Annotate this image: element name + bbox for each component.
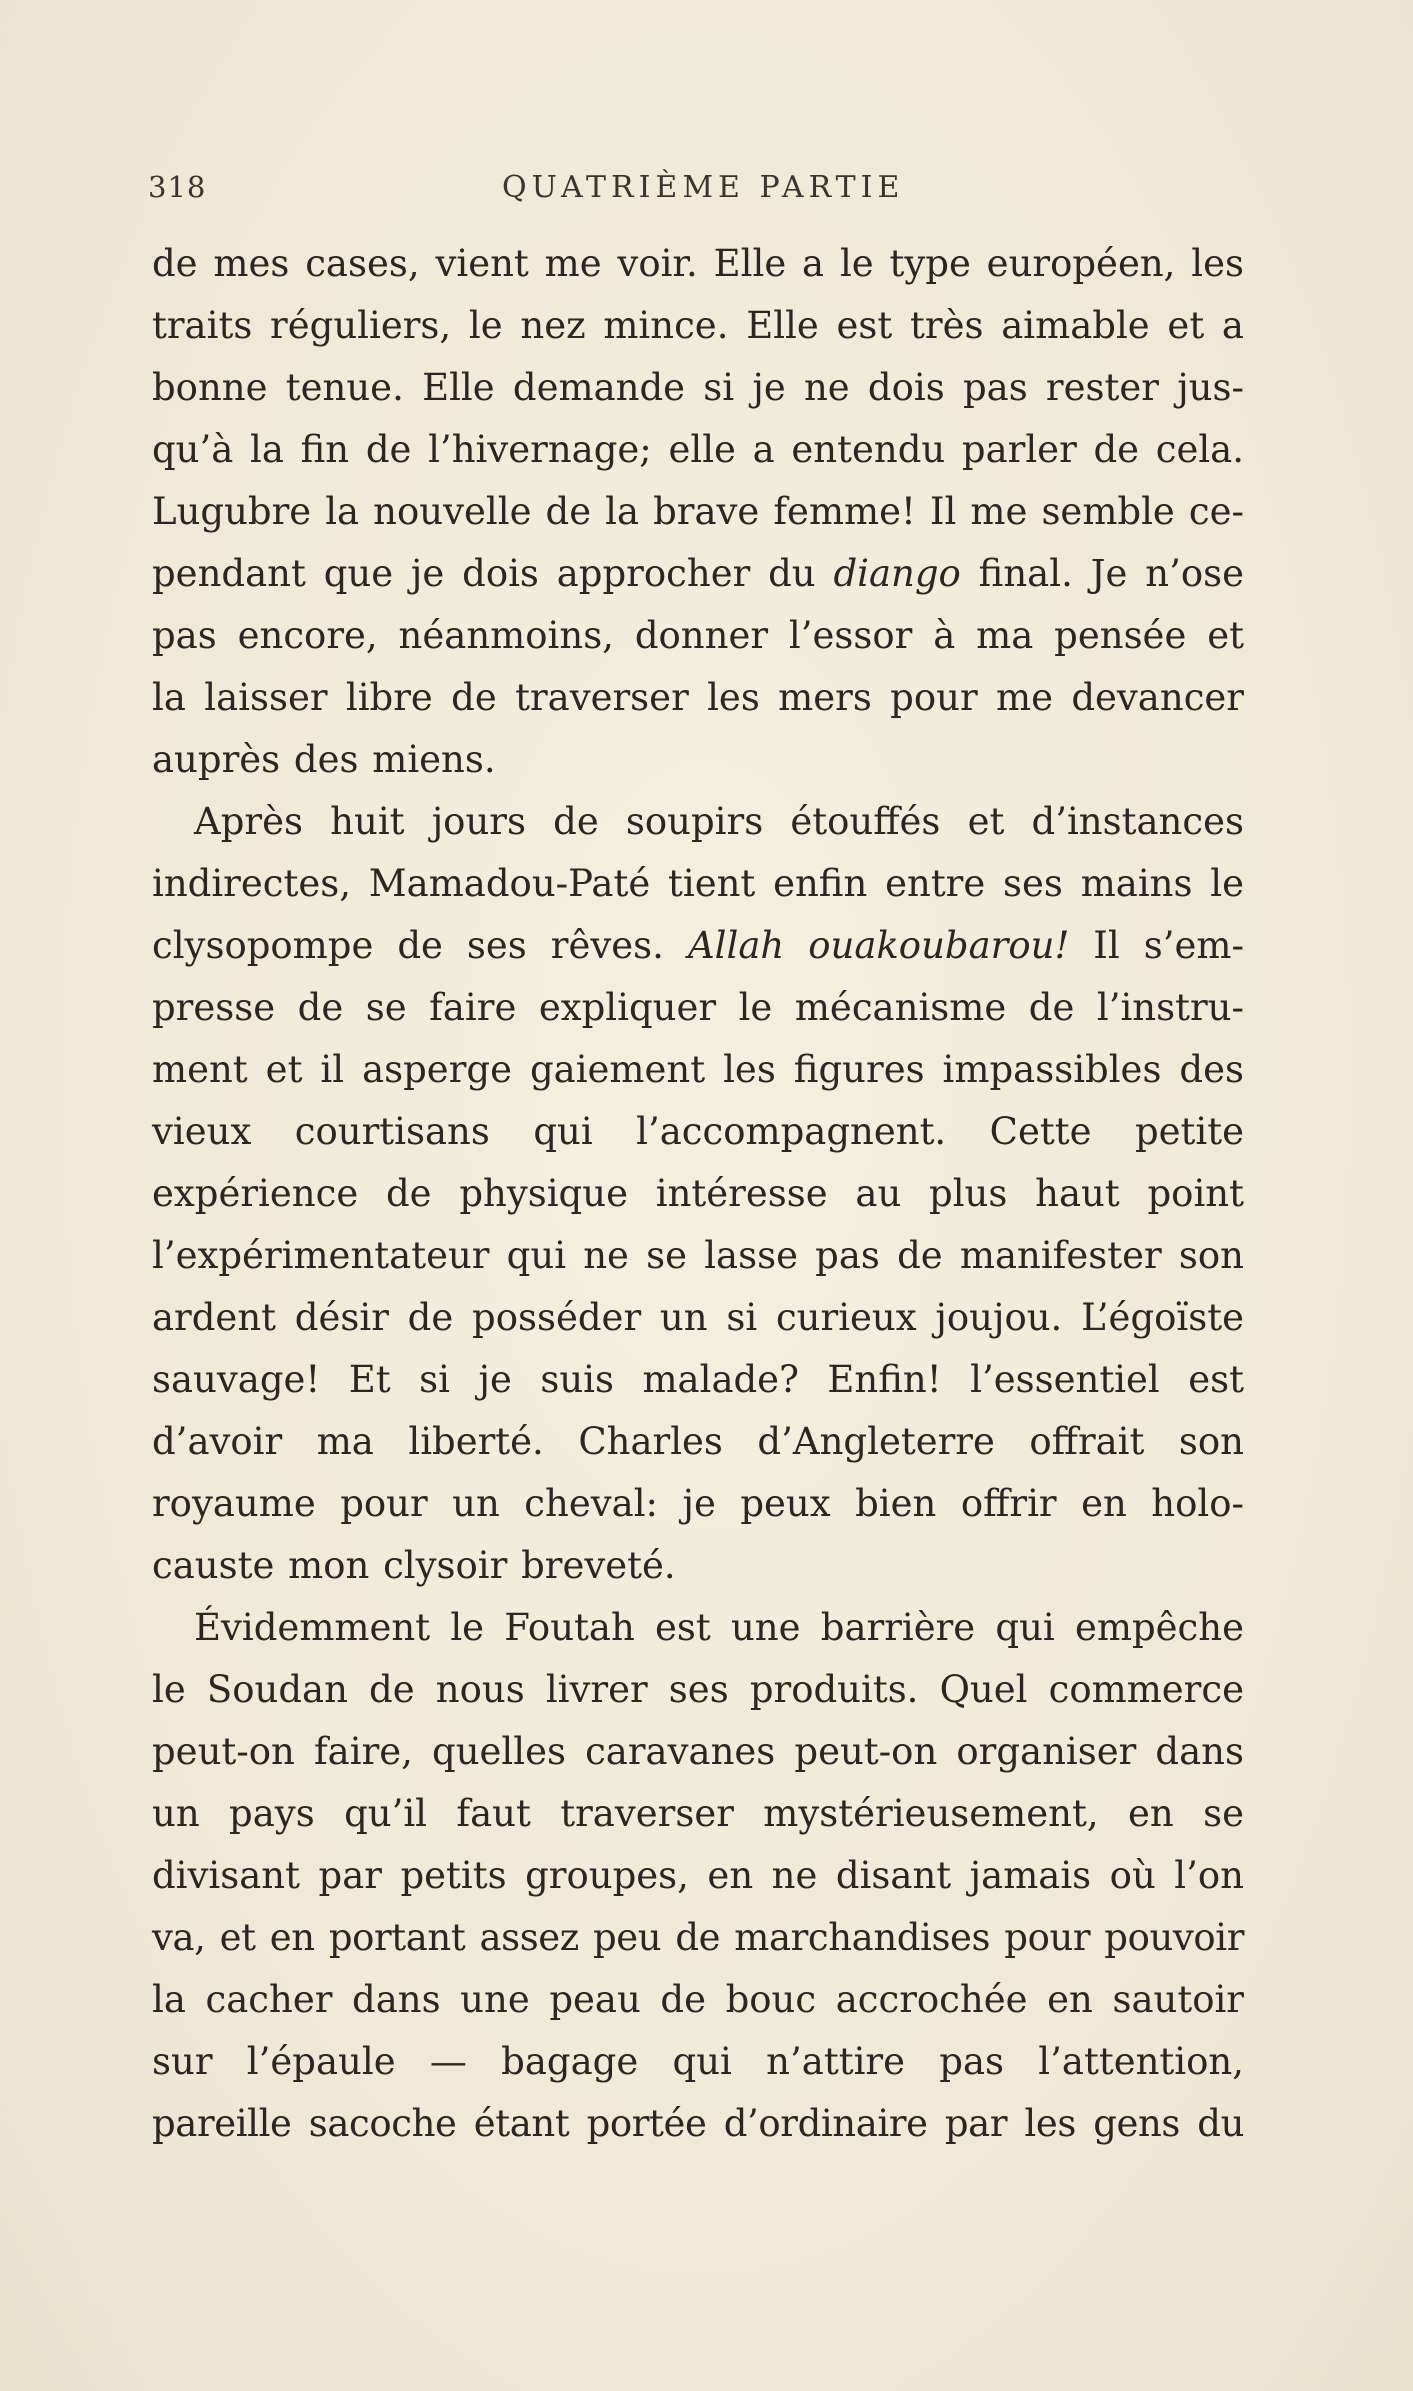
text-line: ment et il asperge gaiement les figures impassibles des xyxy=(152,1048,1244,1091)
paragraph-start-line: Évidemment le Foutah est une barrière qui empêche xyxy=(194,1606,1244,1649)
text-run: pendant que je dois approcher du xyxy=(152,552,834,595)
text-line: indirectes, Mamadou-Paté tient enfin entre ses mains le xyxy=(152,862,1244,905)
text-line: divisant par petits groupes, en ne disant jamais où l’on xyxy=(152,1854,1244,1897)
text-run: final. Je n’ose xyxy=(960,552,1244,595)
text-line: royaume pour un cheval: je peux bien offrir en holo- xyxy=(152,1482,1244,1525)
body-text xyxy=(152,233,1244,2155)
text-line: va, et en portant assez peu de marchandises pour pouvoir xyxy=(152,1916,1244,1959)
italic-exclamation: Allah ouakoubarou! xyxy=(687,924,1070,967)
paragraph-start-line: Après huit jours de soupirs étouffés et d’instances xyxy=(194,800,1244,843)
text-line: la cacher dans une peau de bouc accrochée en sautoir xyxy=(152,1978,1244,2021)
text-line: vieux courtisans qui l’accompagnent. Cette petite xyxy=(152,1110,1244,1153)
text-line: Lugubre la nouvelle de la brave femme! Il me semble ce- xyxy=(152,490,1244,533)
text-line: traits réguliers, le nez mince. Elle est très aimable et a xyxy=(152,304,1244,347)
text-line: bonne tenue. Elle demande si je ne dois pas rester jus- xyxy=(152,366,1244,409)
text-line: expérience de physique intéresse au plus haut point xyxy=(152,1172,1244,1215)
text-line xyxy=(152,543,1244,605)
page-number: 318 xyxy=(148,170,207,204)
running-title: QUATRIÈME PARTIE xyxy=(502,170,905,205)
text-line: le Soudan de nous livrer ses produits. Quel commerce xyxy=(152,1668,1244,1711)
text-run: clysopompe de ses rêves. xyxy=(152,924,688,967)
text-line: qu’à la fin de l’hivernage; elle a entendu parler de cela. xyxy=(152,428,1244,471)
text-line: sur l’épaule — bagage qui n’attire pas l’attention, xyxy=(152,2040,1244,2083)
text-line: pas encore, néanmoins, donner l’essor à ma pensée et xyxy=(152,614,1244,657)
italic-term-diango: diango xyxy=(833,552,961,595)
paragraph-end-line: auprès des miens. xyxy=(152,738,496,781)
text-line: un pays qu’il faut traverser mystérieusement, en se xyxy=(152,1792,1244,1835)
text-line: pareille sacoche étant portée d’ordinaire par les gens du xyxy=(152,2102,1244,2145)
text-run: Il s’em- xyxy=(1069,924,1244,967)
text-line: ardent désir de posséder un si curieux joujou. L’égoïste xyxy=(152,1296,1244,1339)
text-line: presse de se faire expliquer le mécanisme de l’instru- xyxy=(152,986,1244,1029)
text-line: sauvage! Et si je suis malade? Enfin! l’essentiel est xyxy=(152,1358,1244,1401)
text-line: la laisser libre de traverser les mers pour me devancer xyxy=(152,676,1244,719)
text-line: de mes cases, vient me voir. Elle a le type européen, les xyxy=(152,242,1244,285)
paragraph-end-line: causte mon clysoir breveté. xyxy=(152,1544,676,1587)
page-header xyxy=(148,170,1248,220)
text-line: l’expérimentateur qui ne se lasse pas de manifester son xyxy=(152,1234,1244,1277)
text-line xyxy=(152,915,1244,977)
text-line: d’avoir ma liberté. Charles d’Angleterre offrait son xyxy=(152,1420,1244,1463)
text-line: peut-on faire, quelles caravanes peut-on organiser dans xyxy=(152,1730,1244,1773)
